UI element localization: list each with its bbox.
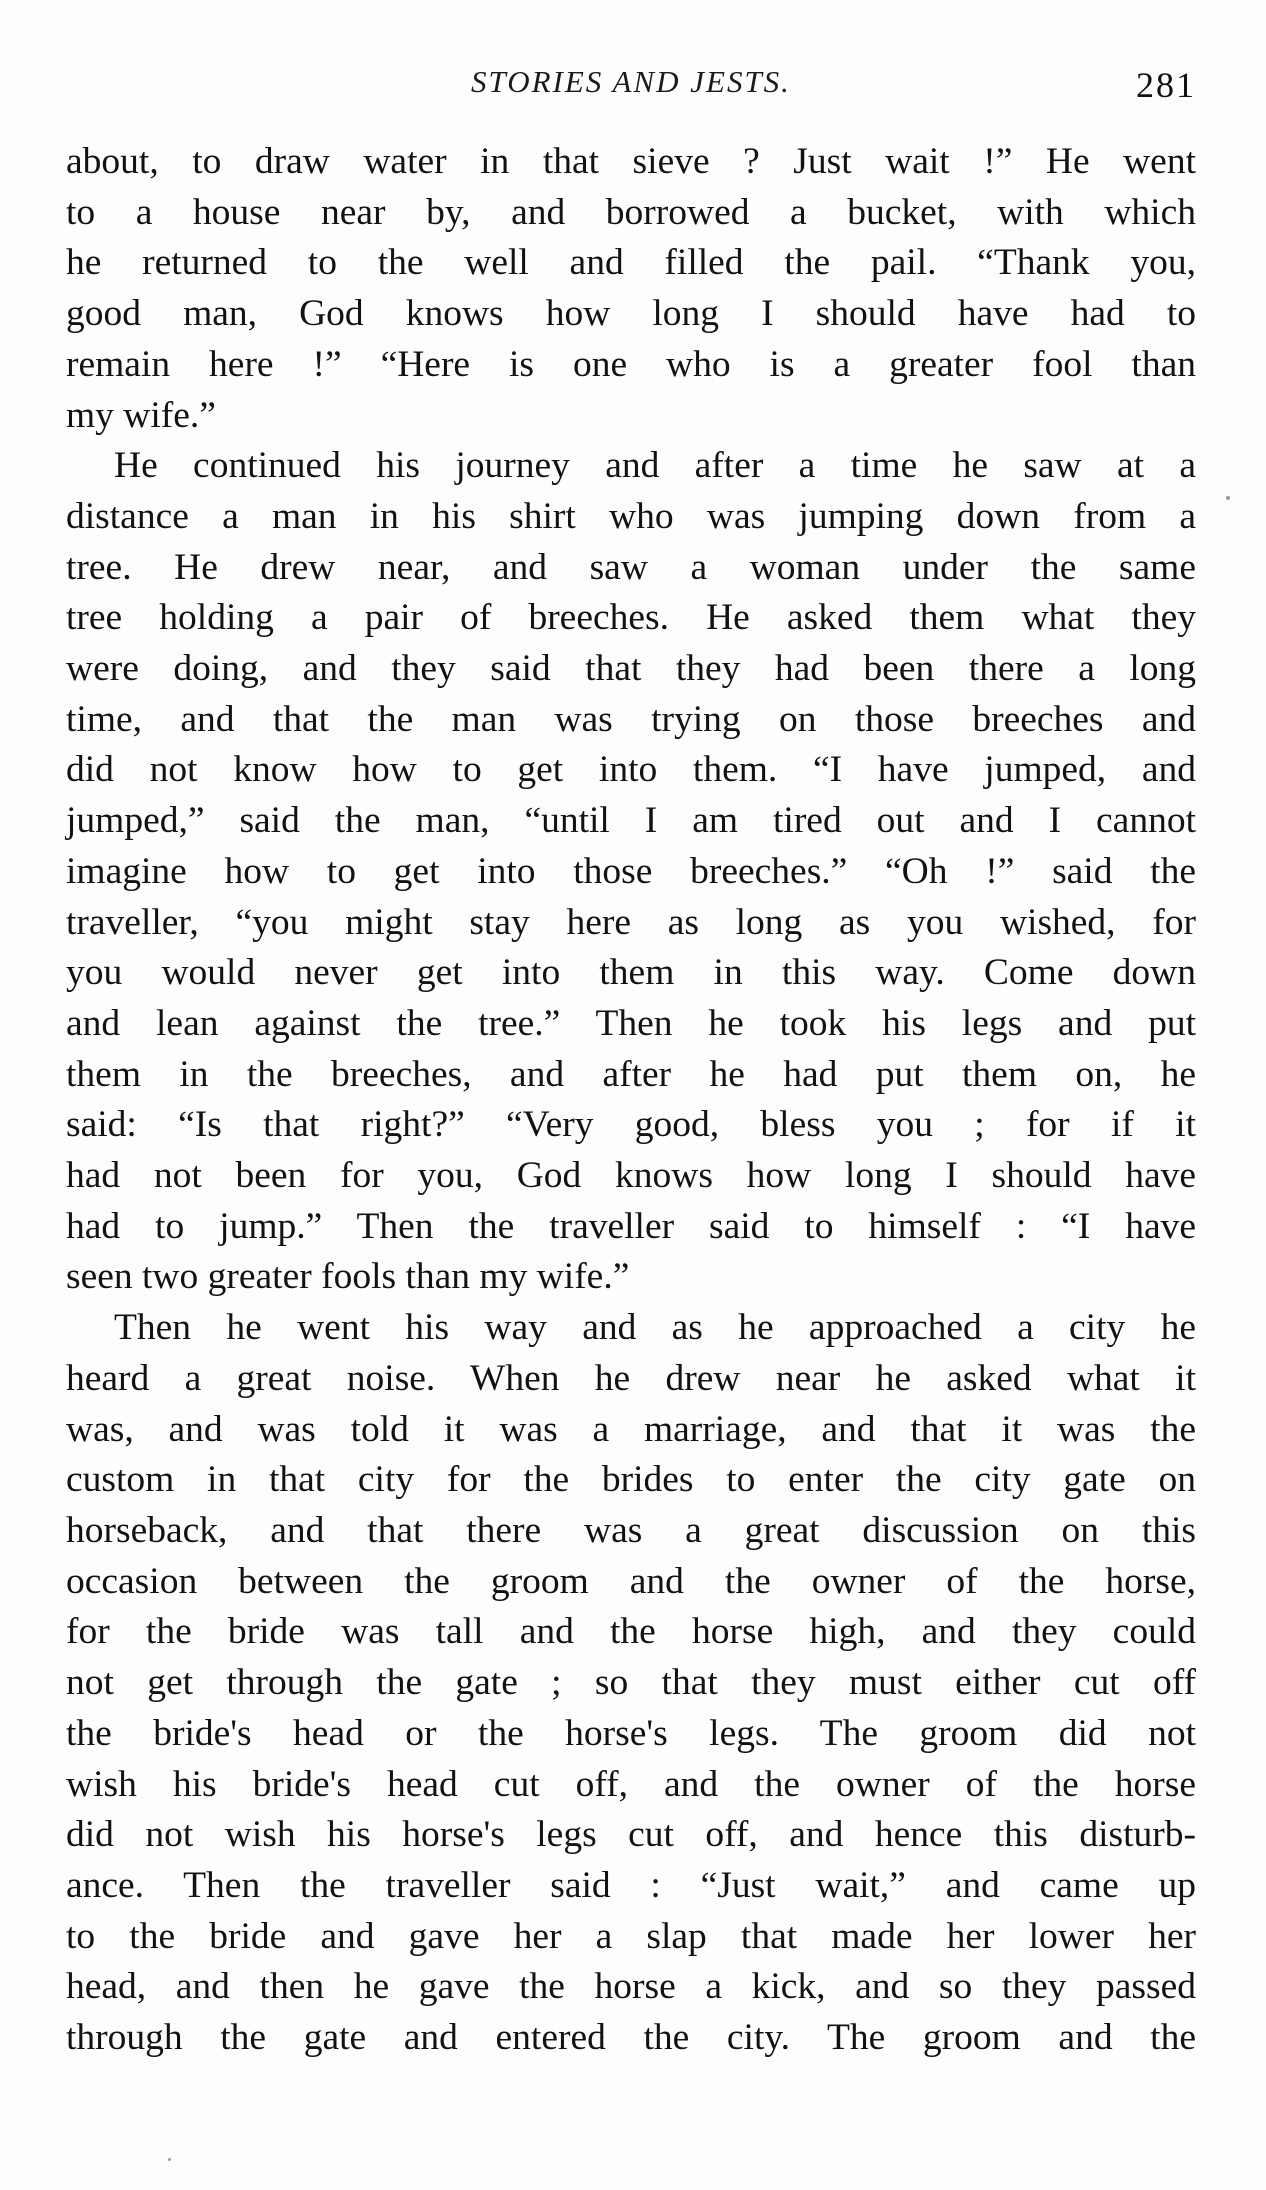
- text-line: traveller, “you might stay here as long as you wished, for: [66, 901, 1196, 943]
- text-line: head, and then he gave the horse a kick, and so they passed: [66, 1966, 1196, 2008]
- running-title: STORIES AND JESTS.: [471, 64, 791, 99]
- paragraph-1: [66, 137, 1196, 441]
- text-line: heard a great noise. When he drew near he asked what it: [66, 1357, 1196, 1399]
- text-line: distance a man in his shirt who was jumping down from a: [66, 495, 1196, 537]
- text-line: tree holding a pair of breeches. He asked them what they: [66, 597, 1196, 639]
- text-line: wish his bride's head cut off, and the owner of the horse: [66, 1763, 1196, 1805]
- text-line: occasion between the groom and the owner of the horse,: [66, 1560, 1196, 1602]
- text-line: Then he went his way and as he approached a city he: [114, 1307, 1196, 1349]
- text-line: you would never get into them in this way. Come down: [66, 952, 1196, 994]
- text-line: said: “Is that right?” “Very good, bless you ; for if it: [66, 1104, 1196, 1146]
- scan-speck: [168, 2158, 171, 2161]
- body-text: [66, 137, 1196, 2064]
- text-line: time, and that the man was trying on those breeches and: [66, 698, 1196, 740]
- text-line: were doing, and they said that they had been there a long: [66, 648, 1196, 690]
- text-line: did not wish his horse's legs cut off, and hence this disturb-: [66, 1814, 1196, 1856]
- text-line: the bride's head or the horse's legs. The groom did not: [66, 1712, 1196, 1754]
- text-line: to a house near by, and borrowed a bucket, with which: [66, 191, 1196, 233]
- text-line: through the gate and entered the city. The groom and the: [66, 2017, 1196, 2059]
- text-line: was, and was told it was a marriage, and that it was the: [66, 1408, 1196, 1450]
- text-line: had not been for you, God knows how long I should have: [66, 1155, 1196, 1197]
- text-line: for the bride was tall and the horse high, and they could: [66, 1611, 1196, 1653]
- text-line: about, to draw water in that sieve ? Just wait !” He went: [66, 141, 1196, 182]
- text-line: he returned to the well and filled the pail. “Thank you,: [66, 242, 1196, 284]
- text-line: seen two greater fools than my wife.”: [66, 1256, 630, 1298]
- text-line: tree. He drew near, and saw a woman under the same: [66, 546, 1196, 588]
- text-line: to the bride and gave her a slap that made her lower her: [66, 1915, 1196, 1957]
- running-head: [66, 64, 1196, 116]
- text-line: ance. Then the traveller said : “Just wait,” and came up: [66, 1864, 1196, 1906]
- page-number: 281: [1136, 65, 1196, 105]
- text-line: jumped,” said the man, “until I am tired out and I cannot: [66, 800, 1196, 842]
- text-line: did not know how to get into them. “I have jumped, and: [66, 749, 1196, 791]
- paragraph-2: [66, 441, 1196, 1303]
- text-line: horseback, and that there was a great discussion on this: [66, 1509, 1196, 1551]
- text-line: not get through the gate ; so that they must either cut off: [66, 1662, 1196, 1704]
- text-line: good man, God knows how long I should have had to: [66, 293, 1196, 335]
- paragraph-3: [66, 1303, 1196, 2064]
- text-line: and lean against the tree.” Then he took his legs and put: [66, 1002, 1196, 1044]
- text-line: He continued his journey and after a time he saw at a: [114, 445, 1196, 487]
- text-line: remain here !” “Here is one who is a greater fool than: [66, 343, 1196, 385]
- text-line: my wife.”: [66, 394, 216, 436]
- text-line: had to jump.” Then the traveller said to himself : “I have: [66, 1205, 1196, 1247]
- text-line: imagine how to get into those breeches.” “Oh !” said the: [66, 850, 1196, 892]
- text-line: custom in that city for the brides to enter the city gate on: [66, 1459, 1196, 1501]
- scan-speck: [1226, 496, 1230, 500]
- text-line: them in the breeches, and after he had put them on, he: [66, 1053, 1196, 1095]
